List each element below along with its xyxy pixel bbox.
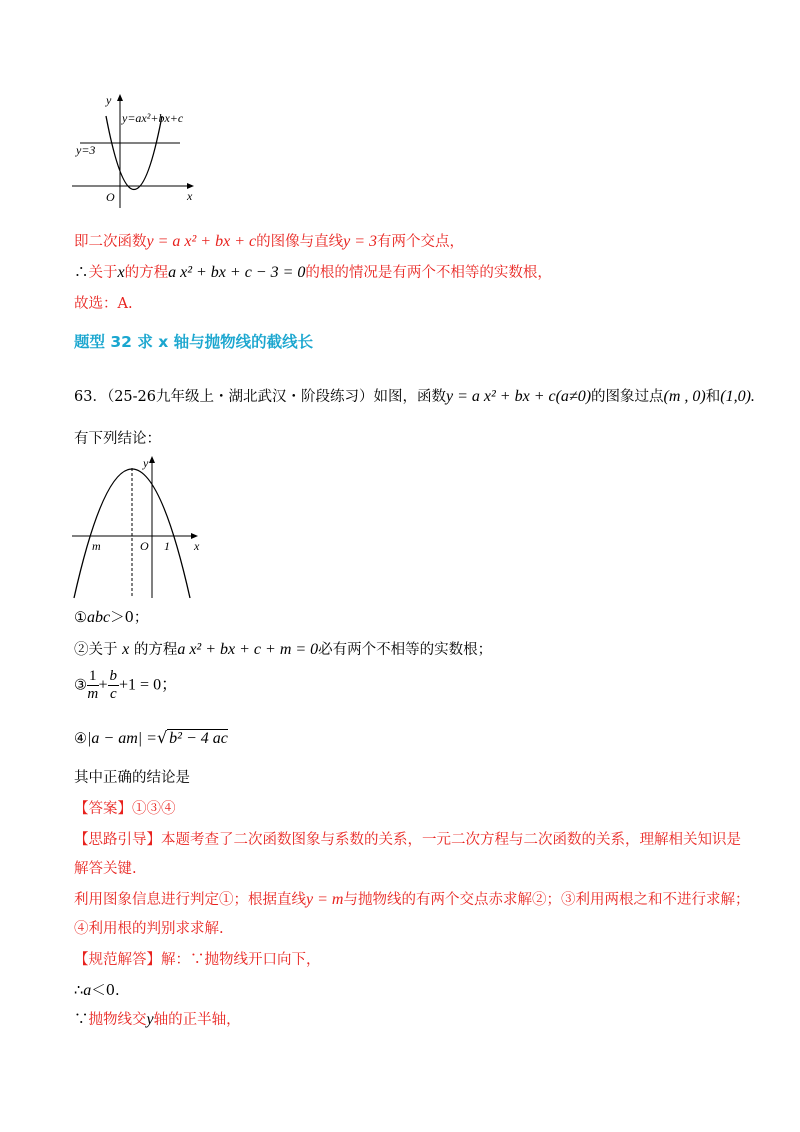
radical-sign: √ (156, 728, 168, 747)
text: 轴的正半轴， (153, 1012, 241, 1028)
text: 与抛物线的有两个交点赤求解②；③利用两根之和不进行求解； (343, 892, 750, 908)
solution-line-1 (74, 950, 321, 970)
text: 和 (705, 389, 721, 405)
question-prompt: 其中正确的结论是 (74, 770, 190, 786)
variable: x (117, 264, 125, 281)
point: (m , 0) (663, 388, 706, 405)
text: 必有两个不相等的实数根； (318, 642, 493, 658)
answer-line: 【答案】①③④ (74, 801, 176, 817)
solution-line-2 (74, 981, 120, 1001)
section-heading: 题型 32 求 x 轴与抛物线的截线长 (74, 333, 314, 351)
therefore-symbol: ∴ (74, 265, 89, 281)
parabola-curve (106, 116, 162, 190)
text: 关于 (88, 265, 118, 281)
x-axis-label: x (194, 539, 200, 553)
marker: ① (74, 610, 87, 626)
operator: + (98, 676, 108, 694)
equation: y = 3 (343, 233, 377, 250)
denominator: c (109, 686, 117, 702)
text: 63．（25-26九年级上・湖北武汉・阶段练习）如图，函数 (74, 389, 446, 405)
text: 利用图象信息进行判定①；根据直线 (74, 892, 306, 908)
origin-label: O (106, 190, 115, 204)
condition: (a≠0) (555, 388, 592, 405)
hint-line-1: 【思路引导】本题考查了二次函数图象与系数的关系，一元二次方程与二次函数的关系，理解相关知识是 (74, 832, 741, 848)
question-63 (74, 387, 755, 407)
y-axis-label: y (143, 456, 149, 470)
variable: y (146, 1011, 154, 1028)
m-label: m (92, 539, 101, 553)
text: ②关于 (74, 642, 123, 658)
section-label: 【规范解答】 (74, 952, 161, 968)
text: ＞0； (110, 610, 149, 626)
fraction-b-over-c (108, 668, 120, 703)
therefore-symbol: ∴ (74, 983, 84, 999)
equation: a x² + bx + c + m = 0 (177, 641, 319, 658)
text: 的方程 (129, 642, 178, 658)
one-label: 1 (164, 539, 170, 553)
parabola-graph-1 (70, 88, 210, 218)
equation: y = a x² + bx + c (146, 233, 257, 250)
explanation-line-1 (74, 232, 464, 252)
because-symbol: ∵ (74, 1012, 89, 1028)
marker: ③ (74, 677, 87, 694)
numerator: 1 (89, 668, 97, 684)
variable: x (122, 641, 130, 658)
solution-line-3 (74, 1010, 241, 1030)
variable: a (83, 982, 92, 999)
equation: a x² + bx + c − 3 = 0 (168, 264, 306, 281)
conclusion-1 (74, 608, 148, 628)
equation: y = m (306, 891, 344, 908)
text: 的图像与直线 (256, 234, 344, 250)
conclusion-2 (74, 640, 492, 660)
denominator: m (87, 686, 99, 702)
radicand: b² − 4 ac (169, 730, 228, 747)
line-label: y=3 (76, 143, 96, 157)
expression: abc (87, 609, 111, 626)
origin-label: O (140, 539, 149, 553)
method-line-1 (74, 890, 749, 910)
fraction-1-over-m (87, 668, 99, 703)
curve-label: y=ax²+bx+c (122, 111, 184, 125)
text: 的方程 (124, 265, 169, 281)
expression: ＜0. (91, 983, 120, 999)
conclusions-intro: 有下列结论： (74, 431, 161, 447)
text: 即二次函数 (74, 234, 147, 250)
equation: y = a x² + bx + c (446, 388, 556, 405)
choice-line: 故选：A. (74, 296, 133, 312)
explanation-line-2 (74, 263, 552, 283)
marker: ④ (74, 731, 87, 747)
text: 的根的情况是有两个不相等的实数根， (305, 265, 552, 281)
y-axis-arrow (117, 94, 123, 101)
y-axis-label: y (106, 93, 112, 107)
x-axis-label: x (187, 189, 193, 203)
conclusion-4 (74, 728, 228, 749)
text: 有两个交点， (377, 234, 464, 250)
point: (1,0). (720, 388, 755, 405)
text: 的图象过点 (591, 389, 664, 405)
conclusion-3 (74, 668, 177, 703)
method-line-2: ④利用根的判别求求解. (74, 921, 224, 937)
y-axis-arrow (149, 456, 155, 463)
text: 解：∵抛物线开口向下， (161, 952, 321, 968)
numerator: b (109, 668, 118, 684)
expression: |a − am| = (87, 730, 157, 747)
hint-line-2: 解答关键. (74, 861, 137, 877)
text: 抛物线交 (88, 1012, 147, 1028)
expression: +1 = 0； (119, 676, 178, 694)
parabola-graph-2 (70, 452, 210, 600)
